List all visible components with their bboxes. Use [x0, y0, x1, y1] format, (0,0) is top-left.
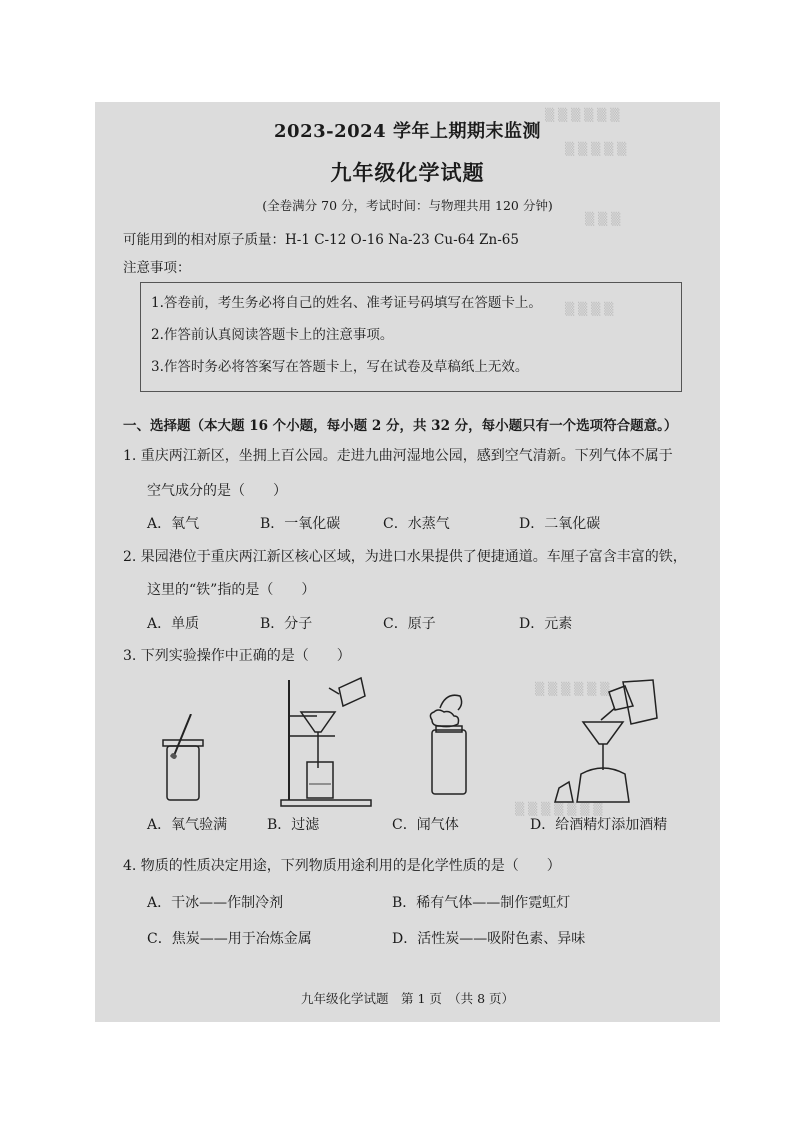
exam-note: (全卷满分 70 分，考试时间：与物理共用 120 分钟): [262, 198, 553, 213]
q4-option-a: A．干冰——作制冷剂: [147, 895, 284, 911]
bleed-through: ▒ ▒ ▒ ▒ ▒ ▒: [535, 682, 610, 696]
q1-option-d: D．二氧化碳: [519, 516, 601, 532]
q4-option-d: D．活性炭——吸附色素、异味: [392, 931, 586, 947]
q2-option-a: A．单质: [147, 616, 200, 632]
q4-option-b: B．稀有气体——制作霓虹灯: [392, 895, 571, 911]
exam-title: 2023-2024 学年上期期末监测: [274, 121, 541, 142]
notice-box: [140, 282, 682, 392]
bleed-through: ▒ ▒ ▒ ▒ ▒ ▒: [545, 108, 620, 122]
exam-page: [95, 102, 720, 1022]
question-3-text: 3. 下列实验操作中正确的是（ ）: [123, 648, 351, 664]
filtration-figure: [277, 676, 377, 808]
q3-caption-d: D．给酒精灯添加酒精: [530, 817, 668, 833]
q3-caption-b: B．过滤: [267, 817, 320, 833]
notice-title: 注意事项：: [123, 260, 191, 276]
bleed-through: ▒ ▒ ▒ ▒ ▒ ▒ ▒: [515, 802, 603, 816]
question-1-text-cont: 空气成分的是（ ）: [147, 483, 287, 499]
q2-option-b: B．分子: [260, 616, 313, 632]
q2-option-c: C．原子: [383, 616, 436, 632]
smelling-gas-figure: [420, 686, 480, 802]
bleed-through: ▒ ▒ ▒ ▒: [565, 302, 614, 316]
question-2-text-cont: 这里的“铁”指的是（ ）: [147, 582, 316, 598]
question-1-text: 1. 重庆两江新区，坐拥上百公园。走进九曲河湿地公园，感到空气清新。下列气体不属于: [123, 448, 673, 464]
alcohol-lamp-figure: [553, 678, 663, 808]
bleed-through: ▒ ▒ ▒ ▒ ▒: [565, 142, 627, 156]
q1-option-b: B．一氧化碳: [260, 516, 341, 532]
oxygen-test-figure: [155, 714, 215, 804]
question-4-text: 4. 物质的性质决定用途，下列物质用途利用的是化学性质的是（ ）: [123, 858, 561, 874]
question-2-text: 2. 果园港位于重庆两江新区核心区域，为进口水果提供了便捷通道。车厘子富含丰富的铁，: [123, 549, 687, 565]
q1-option-a: A．氧气: [147, 516, 200, 532]
notice-item: 2.作答前认真阅读答题卡上的注意事项。: [151, 327, 394, 343]
q1-option-c: C．水蒸气: [383, 516, 450, 532]
atomic-masses: 可能用到的相对原子质量：H-1 C-12 O-16 Na-23 Cu-64 Zn-65: [123, 232, 519, 248]
q2-option-d: D．元素: [519, 616, 573, 632]
notice-item: 1.答卷前，考生务必将自己的姓名、准考证号码填写在答题卡上。: [151, 295, 542, 311]
q3-caption-c: C．闻气体: [392, 817, 459, 833]
q4-option-c: C．焦炭——用于冶炼金属: [147, 931, 312, 947]
notice-item: 3.作答时务必将答案写在答题卡上，写在试卷及草稿纸上无效。: [151, 359, 529, 375]
exam-subject: 九年级化学试题: [330, 160, 485, 185]
page-footer: 九年级化学试题 第 1 页 （共 8 页）: [300, 991, 515, 1006]
q3-caption-a: A．氧气验满: [147, 817, 228, 833]
section-heading: 一、选择题（本大题 16 个小题，每小题 2 分，共 32 分，每小题只有一个选项符合题意。）: [123, 418, 678, 434]
bleed-through: ▒ ▒ ▒: [585, 212, 621, 226]
